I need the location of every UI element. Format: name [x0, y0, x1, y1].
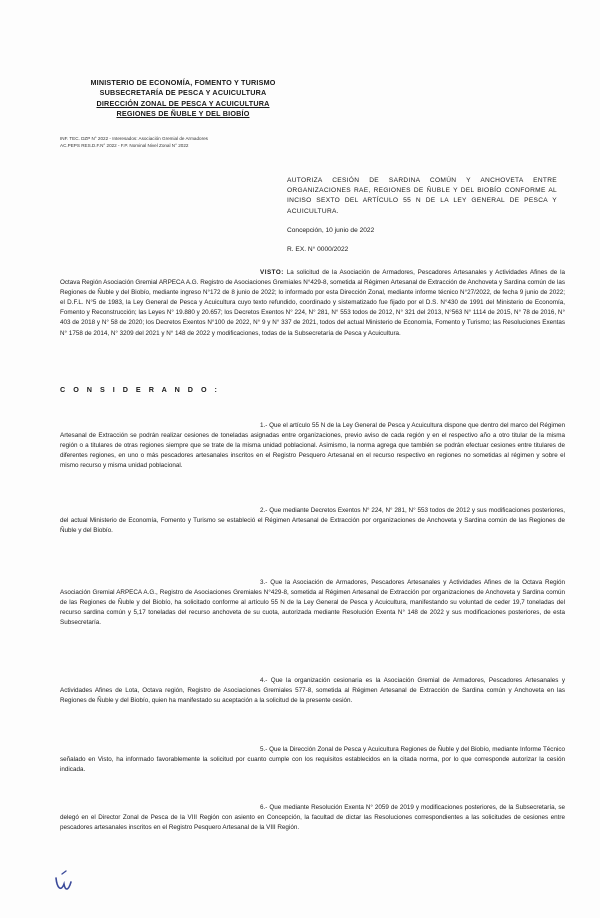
subsecretariat-line: SUBSECRETARÍA DE PESCA Y ACUICULTURA — [99, 88, 267, 98]
reference-block — [60, 136, 320, 149]
paragraph-2 — [60, 506, 565, 536]
paragraph-3 — [60, 578, 565, 628]
visto-text: La solicitud de la Asociación de Armadores, Pescadores Artesanales y Actividades Afines de la Octava Región Asociación Gremial ARPECA A.G. Registro de Asociaciones Gremiales N°429-8, sometida al Régimen Artesanal de Extracción de Anchoveta y Sardina común de las Regiones de Ñuble y del Biobío, mediante ingreso N°172 de 8 junio de 2022; lo informado por esta Dirección Zonal, mediante informe técnico N°27/2022, de fecha 9 junio de 2022; el D.F.L. N°5 de 1983, la Ley General de Pesca y Acuicultura cuyo texto refundido, coordinado y sistematizado fue fijado por el D.S. N°430 de 1991 del Ministerio de Economía, Fomento y Reconstrucción; las Leyes N° 19.880 y 20.657; los Decretos Exentos N° 224, N° 281, N° 553 todos de 2012, N° 321 del 2013, N°563 N° 1114 de 2015, N° 78 de 2016, N° 403 de 2018 y N° 58 de 2020; los Decretos Exentos N°100 de 2022, N° 9 y N° 337 de 2021, todos del actual Ministerio de Economía, Fomento y Turismo; las Resoluciones Exentas N° 1758 de 2014, N° 3209 del 2021 y N° 148 de 2022 y modificaciones, todas de la Subsecretaría de Pesca y Acuicultura. — [60, 269, 565, 337]
paragraph-text: 4.- Que la organización cesionaria es la Asociación Gremial de Armadores, Pescadores Artesanales y Actividades Afines de Lota, Octava región, Registro de Asociaciones Gremiales 577-8, sometida al Régimen Artesanal de Extracción de Sardina común y Anchoveta en las Regiones de Ñuble y del Biobío, quien ha manifestado su aceptación a la solicitud de la presente cesión. — [60, 677, 565, 705]
ministry-line: MINISTERIO DE ECONOMÍA, FOMENTO Y TURISMO — [90, 78, 276, 87]
reference-line-1: INF. TEC. DZP N° 2022 - Interesados: Asociación Gremial de Armadores — [60, 136, 208, 141]
visto-section — [60, 268, 565, 339]
document-date: Concepción, 10 junio de 2022 — [287, 227, 375, 234]
paragraph-text: 6.- Que mediante Resolución Exenta N° 2059 de 2019 y modificaciones posteriores, de la Subsecretaría, se delegó en el Director Zonal de Pesca de la VIII Región con asiento en Concepción, la facultad de dictar las Resoluciones correspondientes a las solicitudes de cesiones entre pescadores artesanales inscritos en el Registro Pesquero Artesanal de la VIII Región. — [60, 804, 565, 832]
reference-line-2: AC.PEPS RES.D.F.N° 2022 - F.P. Nominal Nivel Zonal N° 2022 — [60, 142, 189, 148]
handwritten-initial-mark — [52, 868, 76, 896]
considerando-heading: C O N S I D E R A N D O : — [60, 385, 220, 394]
visto-label: VISTO: — [260, 269, 284, 276]
paragraph-text: 5.- Que la Dirección Zonal de Pesca y Acuicultura Regiones de Ñuble y del Biobío, mediante Informe Técnico señalado en Visto, ha informado favorablemente la solicitud por cuanto cumple con los requisitos establecidos en la citada norma, por lo que corresponde autorizar la cesión indicada. — [60, 746, 565, 774]
paragraph-text: 3.- Que la Asociación de Armadores, Pescadores Artesanales y Actividades Afines de la Octava Región Asociación Gremial ARPECA A.G., Registro de Asociaciones Gremiales N°429-8, sometida al Régimen Artesanal de Extracción por organizaciones de Anchoveta y Sardina común de las Regiones de Ñuble y del Biobío, ha solicitado conforme al artículo 55 N de la Ley General de Pesca y Acuicultura, manifestando su voluntad de ceder 19,7 toneladas del recurso sardina común y 5,17 toneladas del recurso anchoveta de su cuota, autorizada mediante Resolución Exenta N° 148 de 2022 y sus modificaciones posteriores, de esta Subsecretaría. — [60, 579, 565, 627]
directorate-line: DIRECCIÓN ZONAL DE PESCA Y ACUICULTURA — [96, 98, 270, 108]
resolution-number: R. EX. N° 0000/2022 — [287, 246, 349, 253]
paragraph-1 — [60, 421, 565, 471]
paragraph-text: 1.- Que el artículo 55 N de la Ley General de Pesca y Acuicultura dispone que dentro del marco del Régimen Artesanal de Extracción se podrán realizar cesiones de toneladas asignadas entre organizaciones, previo aviso de cada región y en el respectivo año a otro titular de la misma región o a titulares de otras regiones siempre que se trate de la misma unidad poblacional. Asimismo, la norma agrega que también se podrán efectuar cesiones entre titulares de diferentes regiones, en uno o más pescadores artesanales inscritos en el Registro Pesquero Artesanal en el recurso respectivo en regiones no sometidas al régimen y sobre el mismo recurso y misma unidad poblacional. — [60, 422, 565, 470]
paragraph-6 — [60, 803, 565, 833]
letterhead — [88, 78, 278, 120]
subject-heading: AUTORIZA CESIÓN DE SARDINA COMÚN Y ANCHOVETA ENTRE ORGANIZACIONES RAE, REGIONES DE ÑUBLE Y DEL BIOBÍO CONFORME AL INCISO SEXTO DEL ARTÍCULO 55 N DE LA LEY GENERAL DE PESCA Y ACUICULTURA. — [287, 177, 557, 215]
paragraph-text: 2.- Que mediante Decretos Exentos N° 224, N° 281, N° 553 todos de 2012 y sus modificaciones posteriores, del actual Ministerio de Economía, Fomento y Turismo se estableció el Régimen Artesanal de Extracción por organizaciones de Anchoveta y Sardina común de las Regiones de Ñuble y del Biobío. — [60, 507, 565, 535]
regions-line: REGIONES DE ÑUBLE Y DEL BIOBÍO — [116, 109, 250, 119]
paragraph-5 — [60, 745, 565, 775]
paragraph-4 — [60, 676, 565, 706]
